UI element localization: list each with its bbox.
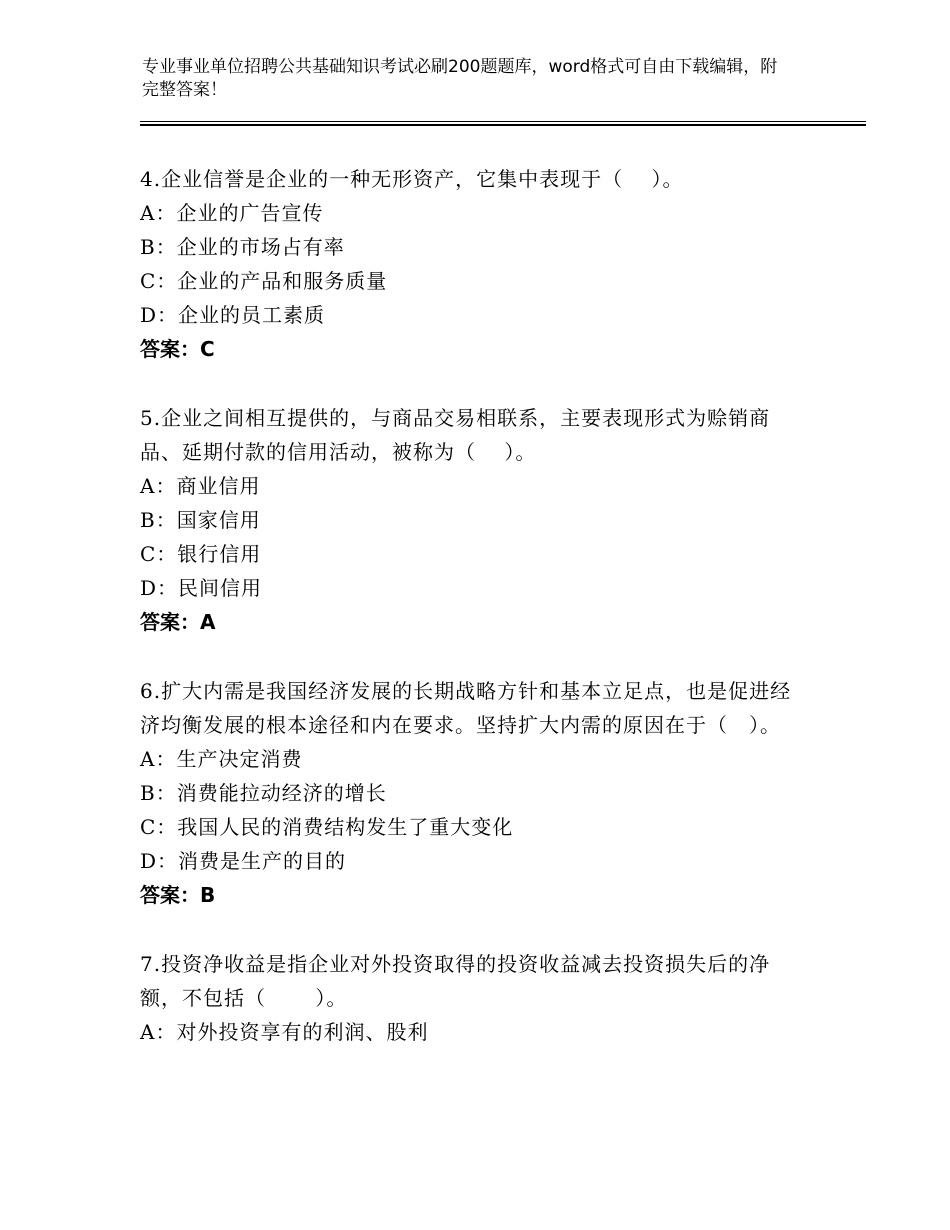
question-stem: 7.投资净收益是指企业对外投资取得的投资收益减去投资损失后的净额，不包括（ ）。 (140, 952, 771, 1010)
option-d: D：民间信用 (140, 576, 263, 600)
answer-line: 答案：A (140, 610, 216, 634)
question-stem: 4.企业信誉是企业的一种无形资产，它集中表现于（ ）。 (140, 167, 684, 191)
header-divider-thin (140, 121, 866, 122)
header-divider-thick (140, 124, 866, 126)
option-b: B：企业的市场占有率 (140, 235, 345, 259)
answer-line: 答案：B (140, 883, 216, 907)
option-d: D：消费是生产的目的 (140, 849, 347, 873)
option-b: B：消费能拉动经济的增长 (140, 781, 387, 805)
question-4 (140, 162, 805, 366)
answer-line: 答案：C (140, 337, 215, 361)
question-7 (140, 947, 805, 1049)
option-c: C：银行信用 (140, 542, 262, 566)
question-stem: 5.企业之间相互提供的，与商品交易相联系，主要表现形式为赊销商品、延期付款的信用活动，被称为（ ）。 (140, 406, 771, 464)
option-b: B：国家信用 (140, 508, 261, 532)
document-header: 专业事业单位招聘公共基础知识考试必刷200题题库，word格式可自由下载编辑，附完整答案！ (142, 57, 778, 100)
option-a: A：对外投资享有的利润、股利 (140, 1020, 429, 1044)
option-a: A：企业的广告宣传 (140, 201, 324, 225)
question-stem: 6.扩大内需是我国经济发展的长期战略方针和基本立足点，也是促进经济均衡发展的根本途径和内在要求。坚持扩大内需的原因在于（ ）。 (140, 679, 792, 737)
question-6 (140, 674, 805, 912)
option-d: D：企业的员工素质 (140, 303, 326, 327)
question-5 (140, 401, 805, 639)
option-c: C：我国人民的消费结构发生了重大变化 (140, 815, 514, 839)
option-a: A：生产决定消费 (140, 747, 303, 771)
question-list (140, 162, 805, 1084)
option-c: C：企业的产品和服务质量 (140, 269, 388, 293)
option-a: A：商业信用 (140, 474, 261, 498)
